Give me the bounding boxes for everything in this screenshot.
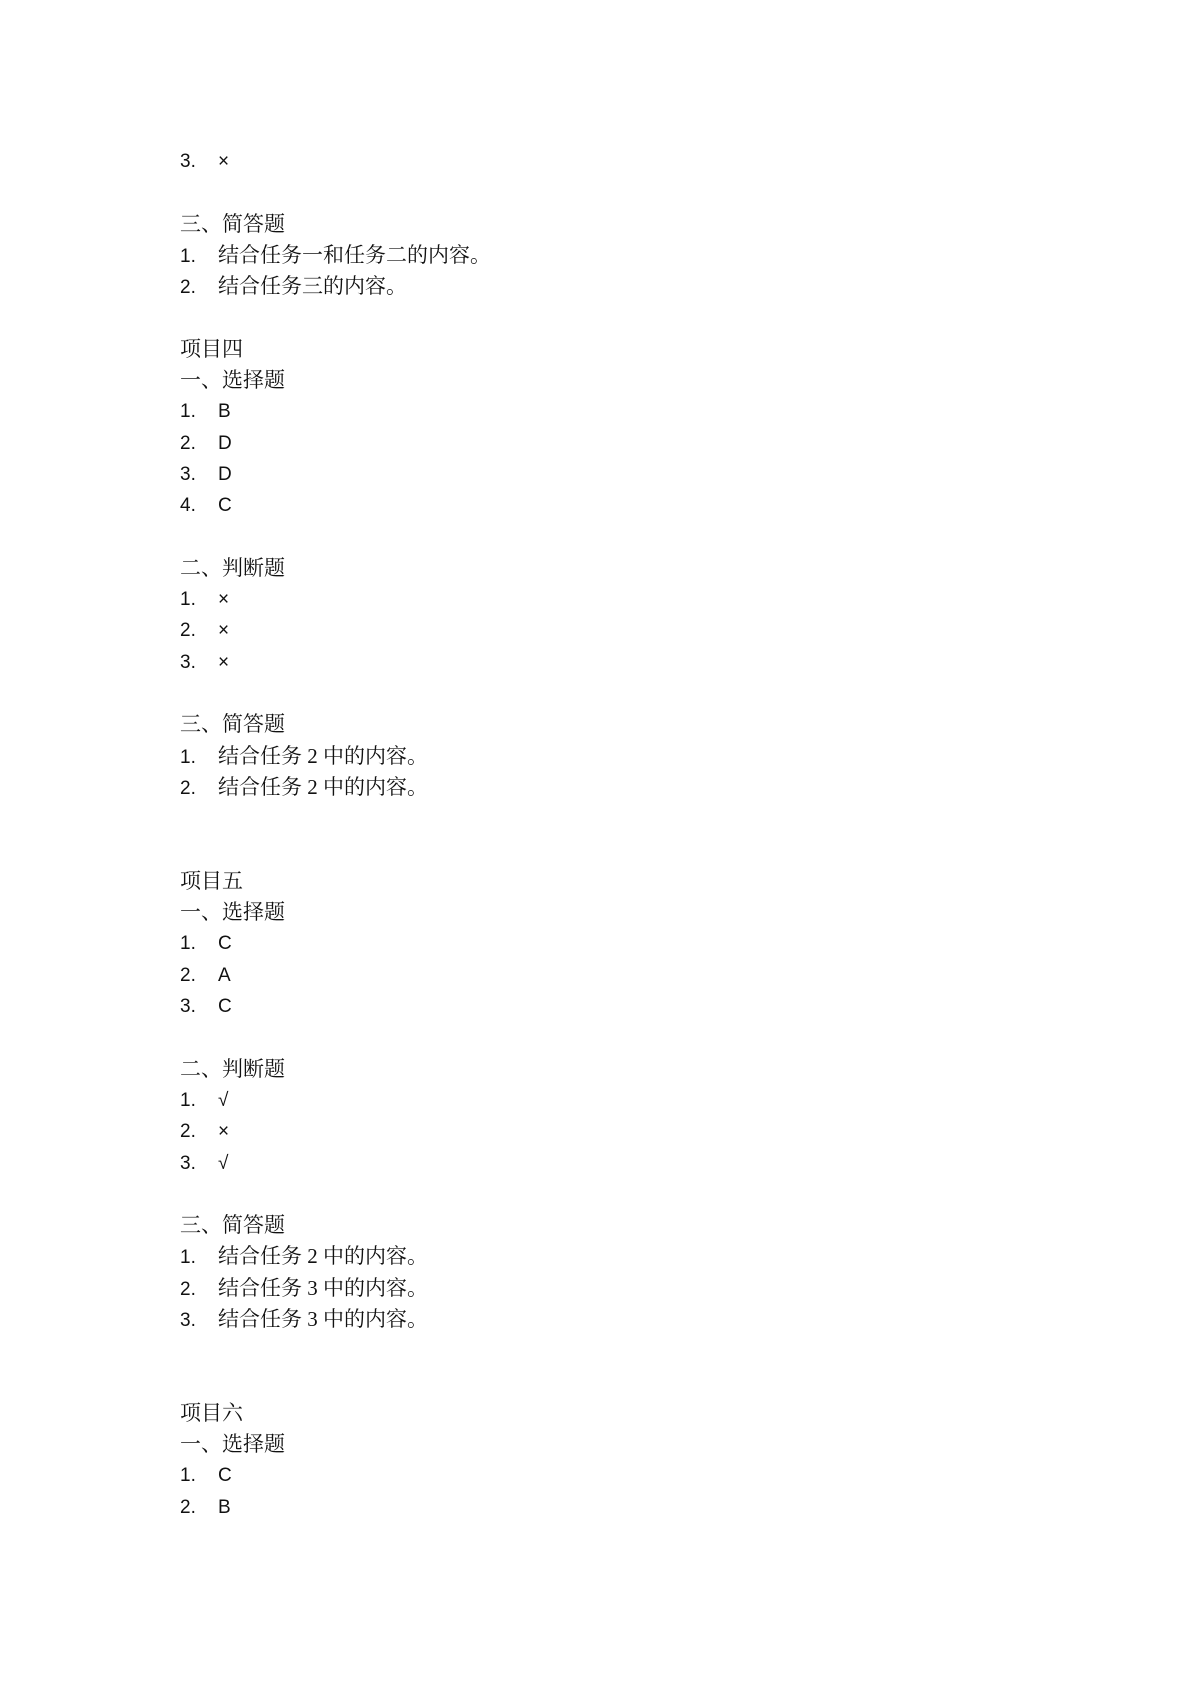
list-item (180, 240, 1010, 271)
list-item (180, 459, 1010, 490)
section-heading: 三、简答题 (180, 1213, 285, 1238)
item-number: 1. (180, 746, 196, 768)
section-heading: 二、判断题 (180, 1056, 285, 1081)
blank-line (180, 1022, 1010, 1053)
list-item (180, 1492, 1010, 1523)
item-answer: C (218, 933, 232, 955)
item-number: 2. (180, 620, 196, 642)
item-answer: 结合任务一和任务二的内容。 (218, 242, 491, 267)
section-heading: 三、简答题 (180, 211, 285, 236)
blank-line (180, 835, 1010, 866)
list-item (180, 615, 1010, 646)
item-number: 3. (180, 996, 196, 1018)
item-answer: C (218, 996, 232, 1018)
section-heading: 三、简答题 (180, 712, 285, 737)
item-answer: × (218, 620, 230, 642)
section-heading: 二、判断题 (180, 555, 285, 580)
item-answer: × (218, 651, 230, 673)
blank-line (180, 678, 1010, 709)
item-answer: D (218, 432, 232, 454)
section-heading: 一、选择题 (180, 368, 285, 393)
item-number: 2. (180, 432, 196, 454)
list-item (180, 271, 1010, 302)
item-answer: 结合任务 2 中的内容。 (218, 743, 428, 768)
item-answer: × (218, 589, 230, 611)
item-number: 1. (180, 245, 196, 267)
item-number: 2. (180, 964, 196, 986)
list-item (180, 1241, 1010, 1272)
item-number: 1. (180, 401, 196, 423)
item-number: 2. (180, 1496, 196, 1518)
list-item (180, 396, 1010, 427)
project-title: 项目六 (180, 1400, 243, 1425)
list-item (180, 991, 1010, 1022)
list-item (180, 772, 1010, 803)
item-number: 3. (180, 1152, 196, 1174)
item-answer: 结合任务三的内容。 (218, 274, 407, 299)
item-answer: √ (218, 1152, 229, 1174)
list-item (180, 1085, 1010, 1116)
item-number: 2. (180, 1278, 196, 1300)
item-answer: A (218, 964, 231, 986)
item-number: 3. (180, 651, 196, 673)
item-answer: C (218, 495, 232, 517)
item-number: 3. (180, 1309, 196, 1331)
item-answer: 结合任务 2 中的内容。 (218, 1244, 428, 1269)
item-answer: 结合任务 2 中的内容。 (218, 774, 428, 799)
list-item (180, 490, 1010, 521)
item-answer: B (218, 401, 231, 423)
item-answer: D (218, 463, 232, 485)
list-item (180, 928, 1010, 959)
blank-line (180, 522, 1010, 553)
list-item (180, 146, 1010, 177)
list-item (180, 584, 1010, 615)
blank-line (180, 177, 1010, 208)
item-number: 1. (180, 589, 196, 611)
list-item (180, 1273, 1010, 1304)
item-number: 1. (180, 1247, 196, 1269)
item-answer: B (218, 1496, 231, 1518)
item-answer: 结合任务 3 中的内容。 (218, 1306, 428, 1331)
list-item (180, 741, 1010, 772)
blank-line (180, 1335, 1010, 1366)
item-number: 1. (180, 1465, 196, 1487)
item-number: 1. (180, 1089, 196, 1111)
blank-line (180, 1179, 1010, 1210)
item-answer: × (218, 151, 230, 172)
section-heading: 一、选择题 (180, 1432, 285, 1457)
list-item (180, 428, 1010, 459)
item-number: 2. (180, 1121, 196, 1143)
project-title: 项目四 (180, 336, 243, 361)
item-number: 3. (180, 463, 196, 485)
list-item (180, 1148, 1010, 1179)
item-number: 2. (180, 777, 196, 799)
item-number: 1. (180, 933, 196, 955)
list-item (180, 1460, 1010, 1491)
blank-line (180, 803, 1010, 834)
answer-key-content (180, 146, 1010, 1523)
item-answer: √ (218, 1089, 229, 1111)
item-answer: C (218, 1465, 232, 1487)
list-item (180, 960, 1010, 991)
section-heading: 一、选择题 (180, 900, 285, 925)
project-title: 项目五 (180, 868, 243, 893)
item-number: 4. (180, 495, 196, 517)
item-number: 3. (180, 151, 196, 172)
list-item (180, 1304, 1010, 1335)
item-answer: × (218, 1121, 230, 1143)
list-item (180, 647, 1010, 678)
blank-line (180, 1367, 1010, 1398)
list-item (180, 1116, 1010, 1147)
item-number: 2. (180, 277, 196, 299)
blank-line (180, 302, 1010, 333)
item-answer: 结合任务 3 中的内容。 (218, 1275, 428, 1300)
